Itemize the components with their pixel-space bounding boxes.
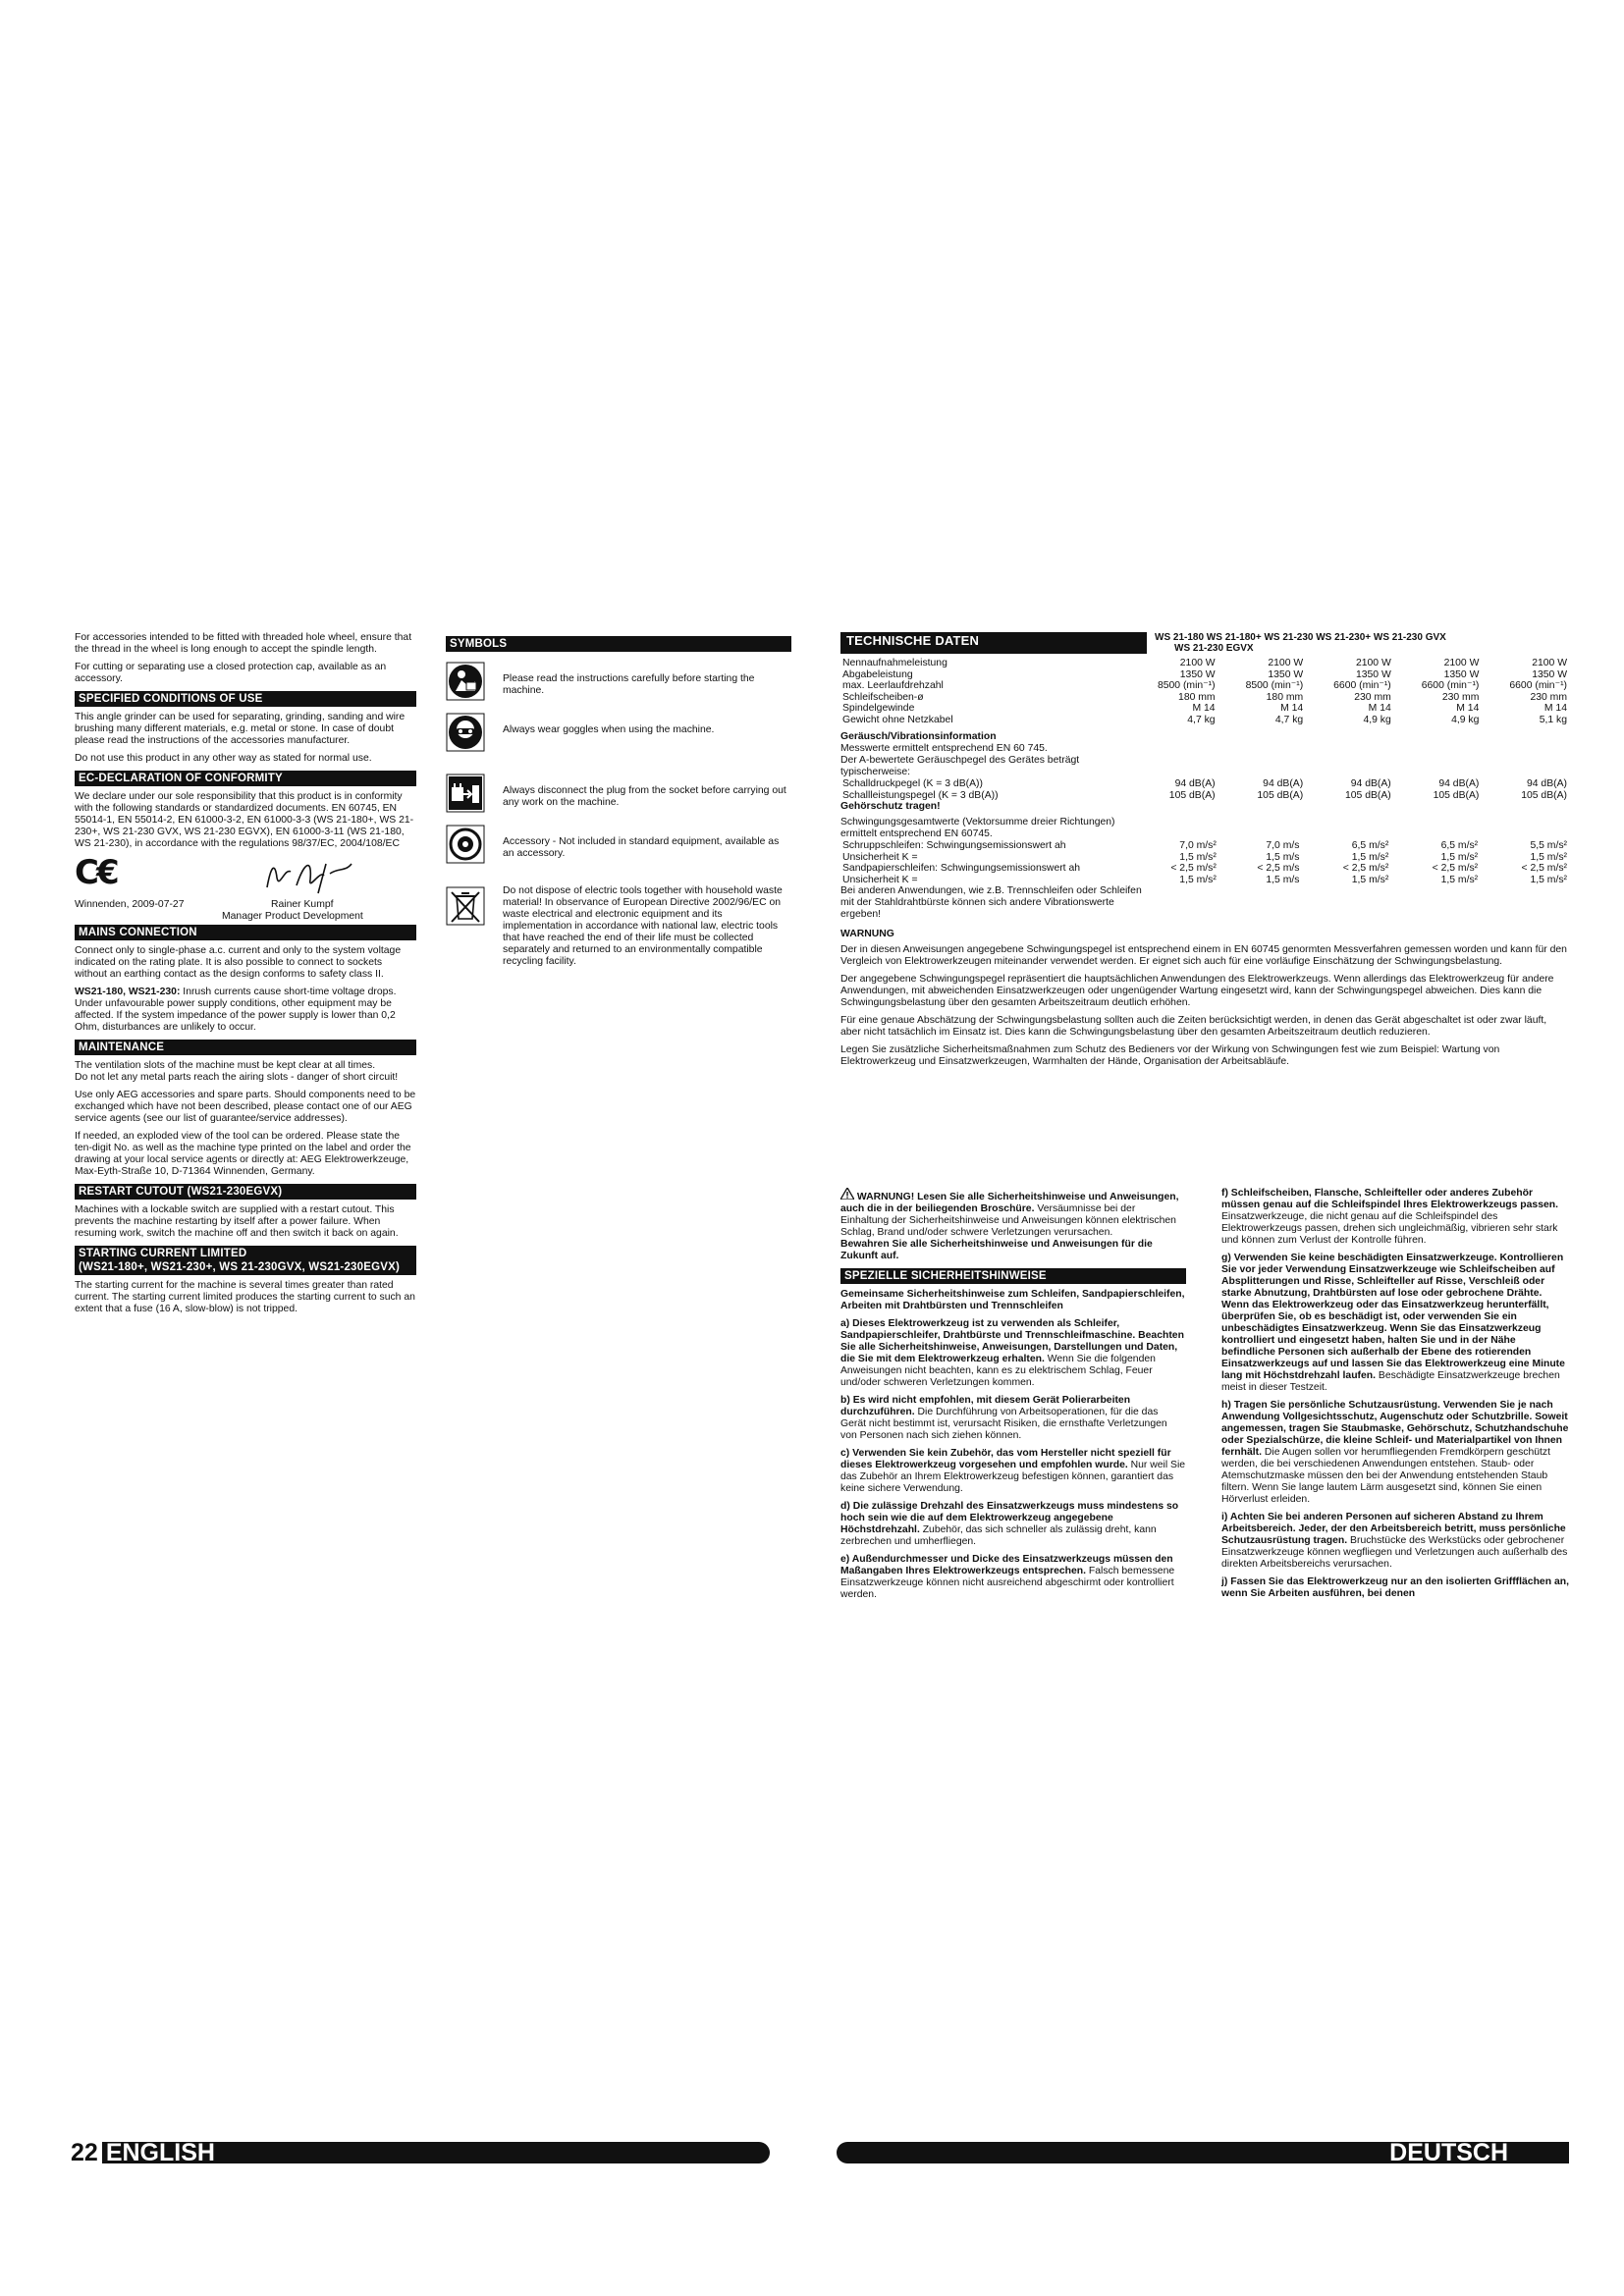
safety-item-g-bold: g) Verwenden Sie keine beschädigten Einsatzwerkzeuge. Kontrollieren Sie vor jeder Verwendung Einsatzwerkzeuge wie Schleifscheiben auf Absplitterungen und Risse, Schleifteller auf Risse, Verschleiß oder starke Abnutzung, Drahtbürsten auf lose oder gebrochene Drähte. Wenn das Elektrowerkzeug oder das Einsatzwerkzeug herunterfällt, überprüfen Sie, ob es beschädigt ist, oder verwenden Sie ein unbeschädigtes Einsatzwerkzeug. Wenn Sie das Einsatzwerkzeug kontrolliert und eingesetzt haben, halten Sie und in der Nähe befindliche Personen sich außerhalb der Ebene des rotierenden Einsatzwerkzeugs auf und lassen Sie das Elektrowerkzeug eine Minute lang mit Höchstdrehzahl laufen. xyxy=(1221,1253,1565,1381)
crossed-bin-icon xyxy=(446,881,485,931)
tech-data-header-row xyxy=(840,632,1569,654)
restart-cutout-text: Machines with a lockable switch are supplied with a restart cutout. This prevents the machine restarting by itself after a power failure. When resuming work, switch the machine off and then switch it back on again. xyxy=(75,1204,399,1239)
warning-read-all xyxy=(840,1188,1186,1262)
ec-signature-block xyxy=(75,853,416,922)
special-safety-subtitle: Gemeinsame Sicherheitshinweise zum Schleifen, Sandpapierschleifen, Arbeiten mit Drahtbürsten und Trennschleifen xyxy=(840,1289,1185,1311)
symbol-row-goggles xyxy=(446,713,791,752)
vibration-value: 1,5 m/s xyxy=(1266,851,1300,863)
vibration-label: Schruppschleifen: Schwingungsemissionswert ah xyxy=(842,840,1066,851)
noise-value: 105 dB(A) xyxy=(1521,789,1567,801)
tech-data-label: Gewicht ohne Netzkabel xyxy=(842,714,953,725)
specified-conditions-text-1: This angle grinder can be used for separating, grinding, sanding and wire brushing many different materials, e.g. metal or stone. In case of doubt please read the instructions of the accessories manufacturer. xyxy=(75,712,406,746)
vibration-label: Sandpapierschleifen: Schwingungsemissionswert ah xyxy=(842,863,1081,874)
noise-value: 94 dB(A) xyxy=(1438,778,1480,789)
vibration-table xyxy=(840,840,1569,885)
footer-english-label: ENGLISH xyxy=(105,2139,215,2166)
safety-item-e-bold: e) Außendurchmesser und Dicke des Einsatzwerkzeugs müssen den Maßangaben Ihres Elektrowerkzeugs entsprechen. xyxy=(840,1554,1173,1576)
warning-heading: WARNUNG xyxy=(840,929,894,939)
mains-inrush-text: Inrush currents cause short-time voltage drops. Under unfavourable power supply conditions, other equipment may be affected. If the system impedance of the power supply is lower than 0,2 Ohm, disturbances are unlikely to occur. xyxy=(75,987,397,1033)
symbol-row-disposal xyxy=(446,881,791,968)
safety-item-a-bold: a) Dieses Elektrowerkzeug ist zu verwenden als Schleifer, Sandpapierschleifer, Drahtbürste und Trennschleifmaschine. Beachten Sie alle Sicherheitshinweise, Anweisungen, Darstellungen und Daten, die Sie mit dem Elektrowerkzeug erhalten. xyxy=(840,1318,1184,1364)
tech-data-label: Abgabeleistung xyxy=(842,668,913,680)
vibration-label: Unsicherheit K = xyxy=(842,874,918,885)
maintenance-heading: MAINTENANCE xyxy=(75,1040,416,1055)
symbol-text-unplug: Always disconnect the plug from the socket before carrying out any work on the machine. xyxy=(503,785,786,808)
read-manual-icon xyxy=(446,662,485,701)
safety-item-a-text: Wenn Sie die folgenden Anweisungen nicht beachten, kann es zu elektrischem Schlag, Feuer und/oder schweren Verletzungen kommen. xyxy=(840,1354,1156,1388)
vibration-value: 1,5 m/s xyxy=(1266,874,1300,885)
hearing-protection-note: Gehörschutz tragen! xyxy=(840,801,941,812)
tech-data-heading: TECHNISCHE DATEN xyxy=(840,632,1147,654)
warning-read-all-text: Versäumnisse bei der Einhaltung der Sicherheitshinweise und Anweisungen können elektrischen Schlag, Brand und/oder schwere Verletzungen verursachen. xyxy=(840,1203,1176,1238)
footer-deutsch xyxy=(837,2139,1569,2166)
de-right-column xyxy=(1221,1188,1569,1606)
specified-conditions-text-2: Do not use this product in any other way as stated for normal use. xyxy=(75,753,372,764)
starting-current-models: (WS21-180+, WS21-230+, WS 21-230GVX, WS21-230EGVX) xyxy=(79,1261,401,1273)
signer-role: Manager Product Development xyxy=(222,911,363,922)
vibration-value: < 2,5 m/s² xyxy=(1342,863,1389,874)
vibration-value: < 2,5 m/s xyxy=(1257,863,1300,874)
noise-value: 94 dB(A) xyxy=(1174,778,1216,789)
goggles-icon xyxy=(446,713,485,752)
safety-item-f xyxy=(1221,1188,1569,1247)
ec-declaration-text: We declare under our sole responsibility that this product is in conformity with the following standards or standardized documents. EN 60745, EN 55014-1, EN 55014-2, EN 61000-3-2, EN 61000-3-3 (WS 21-180+, WS 21-230+, WS 21-230 GVX, WS 21-230 EGVX), EN 61000-3-11 (WS 21-180, WS 21-230), in accordance with the regulations 98/37/EC, 2004/108/EC xyxy=(75,791,414,849)
safety-item-b-bold: b) Es wird nicht empfohlen, mit diesem Gerät Polierarbeiten durchzuführen. xyxy=(840,1395,1131,1417)
warning-keep-instructions: Bewahren Sie alle Sicherheitshinweise und Anweisungen für die Zukunft auf. xyxy=(840,1239,1153,1261)
tech-data-value: M 14 xyxy=(1280,703,1304,714)
symbol-row-accessory xyxy=(446,825,791,864)
tech-data-value: 4,7 kg xyxy=(1187,714,1216,725)
safety-item-a xyxy=(840,1318,1186,1389)
vibration-row xyxy=(840,875,1569,886)
footer-english xyxy=(67,2139,770,2166)
symbols-column xyxy=(446,632,791,980)
vibration-value: 5,5 m/s² xyxy=(1530,840,1567,851)
warning-text-4: Legen Sie zusätzliche Sicherheitsmaßnahmen zum Schutz des Bedieners vor der Wirkung von Schwingungen fest wie zum Beispiel: Wartung von Elektrowerkzeug und Einsatzwerkzeugen, Warmhalten der Hände, Organisation der Arbeitsabläufe. xyxy=(840,1044,1500,1067)
signature xyxy=(261,858,359,902)
vibration-value: 1,5 m/s² xyxy=(1440,874,1479,885)
tech-data-value: 8500 (min⁻¹) xyxy=(1157,680,1216,691)
noise-label: Schallleistungspegel (K = 3 dB(A)) xyxy=(842,789,999,801)
starting-current-text: The starting current for the machine is several times greater than rated current. The starting current limited produces the starting current to such an extent that a fuse (16 A, slow-blow) is not tripped. xyxy=(75,1280,415,1314)
safety-item-c-bold: c) Verwenden Sie kein Zubehör, das vom Hersteller nicht speziell für dieses Elektrowerkzeug vorgesehen und empfohlen wurde. xyxy=(840,1448,1171,1470)
noise-value: 105 dB(A) xyxy=(1344,789,1391,801)
safety-item-i xyxy=(1221,1512,1569,1571)
starting-current-heading xyxy=(75,1246,416,1275)
tech-data-value: 2100 W xyxy=(1532,658,1567,668)
safety-item-h xyxy=(1221,1400,1569,1506)
symbol-text-accessory: Accessory - Not included in standard equipment, available as an accessory. xyxy=(503,836,780,859)
tech-data-value: 1350 W xyxy=(1179,668,1216,680)
vibration-label: Unsicherheit K = xyxy=(842,851,918,863)
warning-text-3: Für eine genaue Abschätzung der Schwingungsbelastung sollten auch die Zeiten berücksichtigt werden, in denen das Gerät abgeschaltet ist oder zwar läuft, aber nicht tatsächlich im Einsatz ist. Dies kann die Schwingungsbelastung über den gesamten Arbeitszeitraum deutlich reduzieren. xyxy=(840,1015,1547,1038)
safety-item-f-text: Einsatzwerkzeuge, die nicht genau auf die Schleifspindel des Elektrowerkzeugs passen, drehen sich ungleichmäßig, vibrieren sehr stark und können zum Verlust der Kontrolle führen. xyxy=(1221,1211,1558,1246)
mains-connection-heading: MAINS CONNECTION xyxy=(75,925,416,940)
tech-data-row xyxy=(840,692,1569,704)
safety-item-e-text: Falsch bemessene Einsatzwerkzeuge können nicht ausreichend abgeschirmt oder kontrolliert werden. xyxy=(840,1566,1175,1600)
tech-data-value: 180 mm xyxy=(1266,691,1304,703)
noise-row xyxy=(840,790,1569,802)
tech-data-value: 1350 W xyxy=(1355,668,1391,680)
vibration-value: 1,5 m/s² xyxy=(1179,874,1217,885)
vibration-text-2: Bei anderen Anwendungen, wie z.B. Trennschleifen oder Schleifen mit der Stahldrahtbürste können sich andere Vibrationswerte ergeben! xyxy=(840,885,1142,920)
maintenance-text-3: Use only AEG accessories and spare parts. Should components need to be exchanged which have not been described, please contact one of our AEG service agents (see our list of guarantee/service addresses). xyxy=(75,1090,416,1124)
tech-data-label: Schleifscheiben-ø xyxy=(842,691,924,703)
safety-item-e xyxy=(840,1554,1186,1601)
noise-value: 105 dB(A) xyxy=(1168,789,1216,801)
vibration-row xyxy=(840,852,1569,864)
tech-data-label: Nennaufnahmeleistung xyxy=(842,658,947,668)
page-number: 22 xyxy=(67,2139,102,2166)
tech-data-value: 1350 W xyxy=(1532,668,1567,680)
tech-data-row xyxy=(840,669,1569,681)
tech-data-value: 230 mm xyxy=(1354,691,1391,703)
vibration-value: 6,5 m/s² xyxy=(1440,840,1479,851)
vibration-value: 1,5 m/s² xyxy=(1179,851,1217,863)
tech-models-line-2: WS 21-230 EGVX xyxy=(1174,643,1254,654)
place-date: Winnenden, 2009-07-27 xyxy=(75,899,185,910)
ce-mark-icon: C€ xyxy=(75,853,117,892)
noise-row xyxy=(840,778,1569,790)
mains-connection-text-1: Connect only to single-phase a.c. current and only to the system voltage indicated on the rating plate. It is also possible to connect to sockets without an earthing contact as the design conforms to safety class II. xyxy=(75,945,402,980)
tech-data-value: 230 mm xyxy=(1441,691,1480,703)
vibration-row xyxy=(840,840,1569,852)
vibration-value: 1,5 m/s² xyxy=(1440,851,1479,863)
starting-current-title: STARTING CURRENT LIMITED xyxy=(79,1248,247,1259)
vibration-value: 7,0 m/s² xyxy=(1179,840,1217,851)
warning-triangle-icon xyxy=(840,1188,854,1200)
tech-data-value: 230 mm xyxy=(1530,691,1567,703)
safety-item-b-text: Die Durchführung von Arbeitsoperationen, für die das Gerät nicht bestimmt ist, verursacht Risiken, die ernsthafte Verletzungen von Personen nach sich ziehen können. xyxy=(840,1407,1167,1441)
vibration-value: 1,5 m/s² xyxy=(1530,851,1567,863)
tech-data-row xyxy=(840,680,1569,692)
tech-data-value: M 14 xyxy=(1456,703,1480,714)
vibration-row xyxy=(840,863,1569,875)
tech-data-value: 180 mm xyxy=(1178,691,1216,703)
noise-table xyxy=(840,778,1569,801)
specified-conditions-heading: SPECIFIED CONDITIONS OF USE xyxy=(75,691,416,707)
safety-item-c xyxy=(840,1448,1186,1495)
safety-item-j-bold: j) Fassen Sie das Elektrowerkzeug nur an den isolierten Griffflächen an, wenn Sie Arbeiten ausführen, bei denen xyxy=(1221,1576,1569,1599)
tech-data-value: 6600 (min⁻¹) xyxy=(1421,680,1480,691)
vibration-text-1: Schwingungsgesamtwerte (Vektorsumme dreier Richtungen) ermittelt entsprechend EN 60745. xyxy=(840,817,1115,839)
unplug-icon xyxy=(446,774,485,813)
noise-heading: Geräusch/Vibrationsinformation xyxy=(840,731,997,742)
noise-value: 94 dB(A) xyxy=(1350,778,1391,789)
vibration-value: 1,5 m/s² xyxy=(1530,874,1567,885)
safety-item-d xyxy=(840,1501,1186,1548)
safety-item-f-bold: f) Schleifscheiben, Flansche, Schleifteller oder anderes Zubehör müssen genau auf die Schleifspindel Ihres Elektrowerkzeugs passen. xyxy=(1221,1188,1559,1210)
tech-data-table xyxy=(840,658,1569,725)
warning-text-1: Der in diesen Anweisungen angegebene Schwingungspegel ist entsprechend einem in EN 60745 genormten Messverfahren gemessen worden und kann für den Vergleich von Elektrowerkzeugen miteinander verwendet werden. Er eignet sich auch für eine vorläufige Einschätzung der Schwingungsbelastung. xyxy=(840,944,1567,967)
tech-data-value: 5,1 kg xyxy=(1539,714,1567,725)
safety-item-h-text: Die Augen sollen vor herumfliegenden Fremdkörpern geschützt werden, die bei verschiedenen Anwendungen entstehen. Staub- oder Atemschutzmaske müssen den bei der Anwendung entstehenden Staub filtern. Wenn Sie lange lautem Lärm ausgesetzt sind, können Sie einen Hörverlust erleiden. xyxy=(1221,1447,1550,1505)
accessory-note-1: For accessories intended to be fitted with threaded hole wheel, ensure that the thread in the wheel is long enough to accept the spindle length. xyxy=(75,632,412,655)
accessory-note-2: For cutting or separating use a closed protection cap, available as an accessory. xyxy=(75,662,387,684)
tech-data-label: max. Leerlaufdrehzahl xyxy=(842,680,944,691)
mains-connection-text-2 xyxy=(75,987,416,1034)
vibration-value: 1,5 m/s² xyxy=(1351,874,1389,885)
signer-name: Rainer Kumpf xyxy=(271,899,334,910)
de-left-column xyxy=(840,1188,1186,1607)
safety-item-b xyxy=(840,1395,1186,1442)
symbol-row-unplug xyxy=(446,774,791,813)
vibration-value: 6,5 m/s² xyxy=(1351,840,1389,851)
tech-data-value: 4,9 kg xyxy=(1451,714,1480,725)
mains-models-label: WS21-180, WS21-230: xyxy=(75,987,181,997)
symbol-row-read-manual xyxy=(446,662,791,701)
safety-item-j xyxy=(1221,1576,1569,1600)
vibration-value: < 2,5 m/s² xyxy=(1432,863,1479,874)
tech-data-value: 2100 W xyxy=(1443,658,1480,668)
noise-label: Schalldruckpegel (K = 3 dB(A)) xyxy=(842,778,983,789)
accessory-icon xyxy=(446,825,485,864)
tech-data-value: 2100 W xyxy=(1355,658,1391,668)
safety-item-d-text: Zubehör, das sich schneller als zulässig dreht, kann zerbrechen und umherfliegen. xyxy=(840,1524,1157,1547)
noise-value: 105 dB(A) xyxy=(1433,789,1480,801)
safety-item-h-bold: h) Tragen Sie persönliche Schutzausrüstung. Verwenden Sie je nach Anwendung Vollgesichtsschutz, Augenschutz oder Schutzbrille. Soweit angemessen, tragen Sie Staubmaske, Gehörschutz, Schutzhandschuhe oder Spezialschürze, die kleine Schleif- und Materialpartikel von Ihnen fernhält. xyxy=(1221,1400,1569,1458)
tech-data-label: Spindelgewinde xyxy=(842,703,915,714)
tech-data-value: 6600 (min⁻¹) xyxy=(1333,680,1391,691)
vibration-value: < 2,5 m/s² xyxy=(1521,863,1567,874)
safety-item-g xyxy=(1221,1253,1569,1394)
tech-data-value: M 14 xyxy=(1368,703,1391,714)
maintenance-text-2: Do not let any metal parts reach the airing slots - danger of short circuit! xyxy=(75,1072,399,1083)
vibration-value: 1,5 m/s² xyxy=(1351,851,1389,863)
tech-data-value: 8500 (min⁻¹) xyxy=(1245,680,1304,691)
maintenance-text-4: If needed, an exploded view of the tool can be ordered. Please state the ten-digit No. as well as the machine type printed on the label and order the drawing at your local service agents or directly at: AEG Elektrowerkzeuge, Max-Eyth-Straße 10, D-71364 Winnenden, Germany. xyxy=(75,1131,411,1177)
tech-data-value: 2100 W xyxy=(1268,658,1304,668)
warning-read-all-bold: WARNUNG! Lesen Sie alle Sicherheitshinweise und Anweisungen, auch die in der beiliegenden Broschüre. xyxy=(840,1192,1179,1214)
noise-value: 105 dB(A) xyxy=(1257,789,1304,801)
safety-item-g-text: Beschädigte Einsatzwerkzeuge brechen meist in dieser Testzeit. xyxy=(1221,1370,1560,1393)
symbols-heading: SYMBOLS xyxy=(446,636,791,652)
tech-data-row xyxy=(840,658,1569,669)
special-safety-heading: SPEZIELLE SICHERHEITSHINWEISE xyxy=(840,1268,1186,1284)
tech-data-value: M 14 xyxy=(1192,703,1216,714)
noise-value: 94 dB(A) xyxy=(1263,778,1304,789)
safety-item-i-bold: i) Achten Sie bei anderen Personen auf sicheren Abstand zu Ihrem Arbeitsbereich. Jeder, der den Arbeitsbereich betritt, muss persönliche Schutzausrüstung tragen. xyxy=(1221,1512,1566,1546)
tech-data-value: 1350 W xyxy=(1268,668,1304,680)
safety-item-d-bold: d) Die zulässige Drehzahl des Einsatzwerkzeugs muss mindestens so hoch sein wie die auf dem Elektrowerkzeug angegebene Höchstdrehzahl. xyxy=(840,1501,1179,1535)
restart-cutout-heading: RESTART CUTOUT (WS21-230EGVX) xyxy=(75,1184,416,1200)
tech-data-value: M 14 xyxy=(1543,703,1567,714)
safety-item-i-text: Bruchstücke des Werkstücks oder gebrochener Einsatzwerkzeuge können wegfliegen und Verletzungen auch außerhalb des direkten Arbeitsbereichs verursachen. xyxy=(1221,1535,1568,1570)
left-column-1 xyxy=(75,632,416,1321)
vibration-value: < 2,5 m/s² xyxy=(1170,863,1217,874)
footer-deutsch-label: DEUTSCH xyxy=(1389,2139,1508,2166)
symbol-text-goggles: Always wear goggles when using the machine. xyxy=(503,724,715,735)
maintenance-text-1: The ventilation slots of the machine must be kept clear at all times. xyxy=(75,1060,376,1071)
tech-data-value: 6600 (min⁻¹) xyxy=(1509,680,1567,691)
tech-data-row xyxy=(840,715,1569,726)
vibration-value: 7,0 m/s xyxy=(1266,840,1300,851)
symbol-text-read-manual: Please read the instructions carefully before starting the machine. xyxy=(503,673,755,696)
warning-text-2: Der angegebene Schwingungspegel repräsentiert die hauptsächlichen Anwendungen des Elektrowerkzeugs. Wenn allerdings das Elektrowerkzeug für andere Anwendungen, mit abweichenden Einsatzwerkzeugen oder ungenügender Wartung eingesetzt wird, kann der Schwingungspegel abweichen. Dies kann die Schwingungsbelastung über den gesamten Arbeitszeitraum deutlich erhöhen. xyxy=(840,974,1554,1008)
tech-data-value: 4,7 kg xyxy=(1274,714,1304,725)
safety-item-c-text: Nur weil Sie das Zubehör an Ihrem Elektrowerkzeug befestigen können, garantiert das keine sichere Verwendung. xyxy=(840,1460,1186,1494)
noise-text-1: Messwerte ermittelt entsprechend EN 60 745. xyxy=(840,743,1048,754)
tech-data-row xyxy=(840,703,1569,715)
tech-data-value: 2100 W xyxy=(1179,658,1216,668)
tech-data-value: 4,9 kg xyxy=(1363,714,1391,725)
tech-data-value: 1350 W xyxy=(1443,668,1480,680)
ec-declaration-heading: EC-DECLARATION OF CONFORMITY xyxy=(75,771,416,786)
symbol-text-disposal: Do not dispose of electric tools together with household waste material! In observance of European Directive 2002/96/EC on waste electrical and electronic equipment and its implementation in accordance with national law, electric tools that have reached the end of their life must be collected separately and returned to an environmentally compatible recycling facility. xyxy=(503,885,783,967)
tech-models-line-1: WS 21-180 WS 21-180+ WS 21-230 WS 21-230+ WS 21-230 GVX xyxy=(1155,632,1446,643)
tech-data-section xyxy=(840,632,1569,1074)
noise-value: 94 dB(A) xyxy=(1526,778,1567,789)
noise-text-2: Der A-bewertete Geräuschpegel des Gerätes beträgt typischerweise: xyxy=(840,755,1080,777)
tech-models-header xyxy=(1155,632,1446,654)
